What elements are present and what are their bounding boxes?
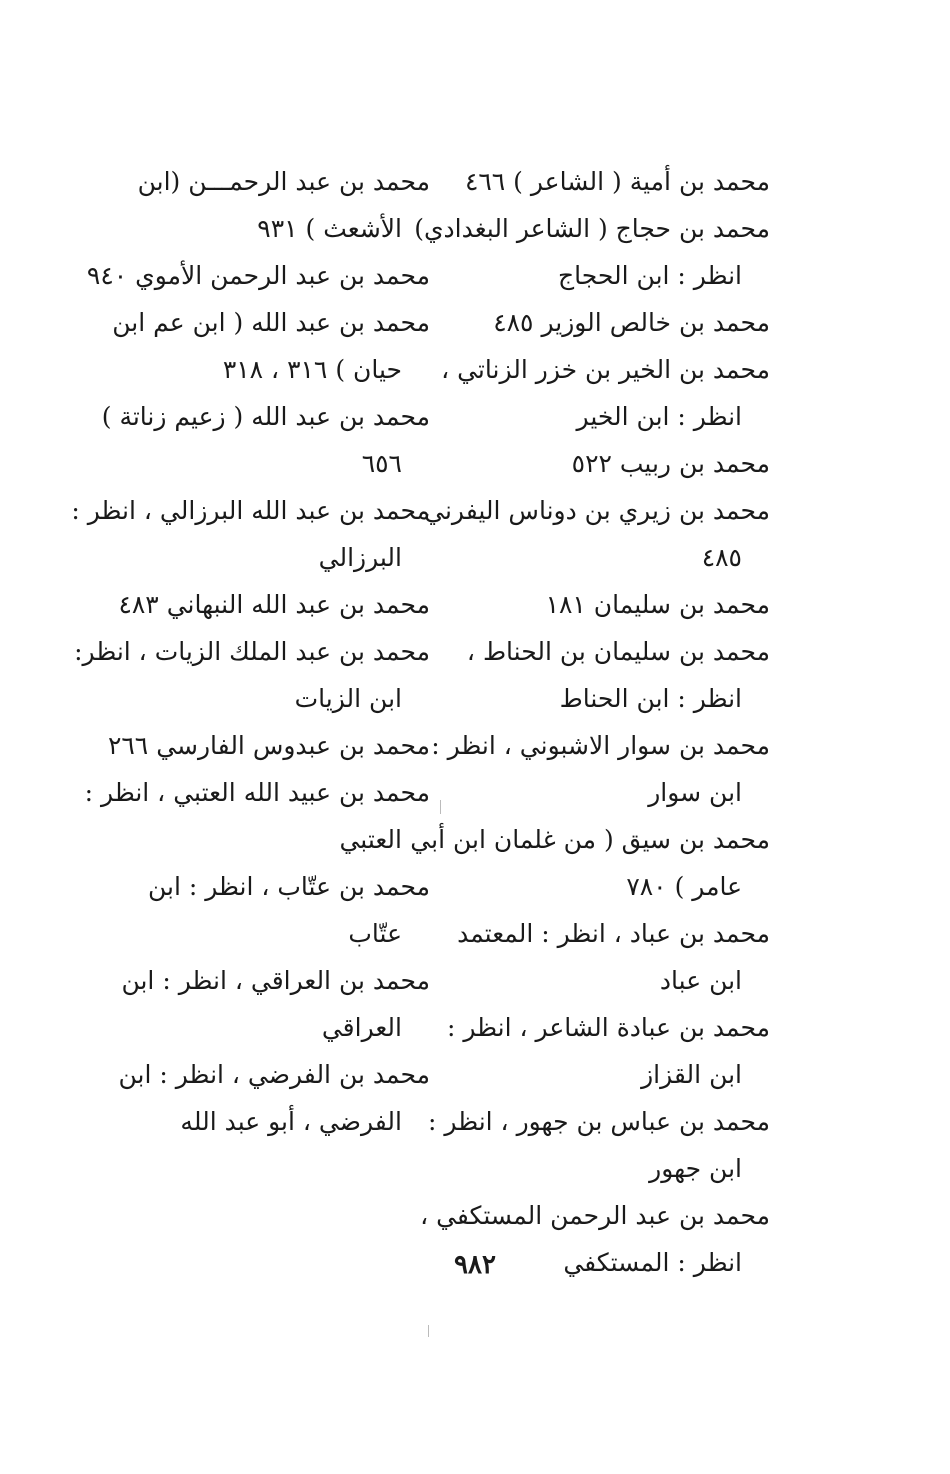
entry-continuation: ابن الزيات bbox=[294, 684, 402, 713]
index-entry bbox=[110, 158, 430, 252]
index-entry bbox=[84, 769, 430, 863]
entry-heading: محمد بن أمية ( الشاعر ) ٤٦٦ bbox=[464, 167, 770, 196]
index-entry bbox=[74, 628, 430, 722]
entry-continuation: البرزالي bbox=[318, 543, 402, 572]
entry-continuation: انظر : المستكفي bbox=[563, 1248, 742, 1277]
index-entry bbox=[441, 346, 770, 440]
entry-continuation: انظر : ابن الحجاج bbox=[558, 261, 742, 290]
entry-heading: محمد بن عباد ، انظر : المعتمد bbox=[457, 919, 770, 948]
entry-continuation: ٤٨٥ bbox=[701, 543, 742, 572]
page-number: ٩٨٢ bbox=[454, 1250, 496, 1280]
entry-continuation: ابن سوار bbox=[648, 778, 742, 807]
index-entry bbox=[110, 581, 430, 628]
entry-heading: محمد بن عبدوس الفارسي ٢٦٦ bbox=[107, 731, 430, 760]
index-entry bbox=[470, 299, 770, 346]
entry-heading: محمد بن عبد الله ( زعيم زناتة ) bbox=[101, 402, 430, 431]
scan-mark bbox=[428, 1325, 429, 1337]
entry-heading: محمد بن عتّاب ، انظر : ابن bbox=[147, 872, 430, 901]
entry-heading: محمد بن الفرضي ، انظر : ابن bbox=[118, 1060, 430, 1089]
index-entry bbox=[110, 957, 430, 1051]
scan-mark bbox=[440, 800, 441, 814]
index-entry bbox=[447, 1004, 770, 1098]
entry-continuation: ابن جهور bbox=[649, 1154, 742, 1183]
entry-heading: محمد بن عبد الرحمـــن (ابن bbox=[137, 167, 430, 196]
index-entry bbox=[457, 910, 770, 1004]
entry-continuation: عامر ) ٧٨٠ bbox=[626, 872, 742, 901]
index-entry bbox=[428, 1098, 770, 1192]
entry-heading: محمد بن عبد الملك الزيات ، انظر: bbox=[74, 637, 430, 666]
entry-heading: محمد بن عبادة الشاعر ، انظر : bbox=[447, 1013, 770, 1042]
index-column-right bbox=[410, 158, 770, 1286]
entry-heading: محمد بن عبد الرحمن الأموي ٩٤٠ bbox=[86, 261, 430, 290]
index-entry bbox=[431, 722, 770, 816]
entry-heading: محمد بن العراقي ، انظر : ابن bbox=[121, 966, 430, 995]
entry-continuation: انظر : ابن الحناط bbox=[559, 684, 742, 713]
entry-heading: محمد بن سليمان بن الحناط ، bbox=[466, 637, 770, 666]
index-entry bbox=[110, 299, 430, 393]
entry-continuation: الفرضي ، أبو عبد الله bbox=[180, 1107, 402, 1136]
entry-heading: محمد بن زيري بن دوناس اليفرني bbox=[424, 496, 770, 525]
entry-continuation: الأشعث ) ٩٣١ bbox=[257, 214, 402, 243]
entry-continuation: عتّاب bbox=[348, 919, 402, 948]
entry-heading: محمد بن عباس بن جهور ، انظر : bbox=[428, 1107, 770, 1136]
entry-heading: محمد بن عبد الله ( ابن عم ابن bbox=[112, 308, 430, 337]
entry-continuation: ابن القزاز bbox=[641, 1060, 742, 1089]
entry-heading: محمد بن سيق ( من غلمان ابن أبي bbox=[410, 825, 770, 854]
entry-continuation: انظر : ابن الخير bbox=[576, 402, 742, 431]
entry-continuation: ابن عباد bbox=[659, 966, 742, 995]
entry-heading: محمد بن عبد الله البرزالي ، انظر : bbox=[71, 496, 430, 525]
entry-heading: محمد بن ربيب ٥٢٢ bbox=[571, 449, 770, 478]
entry-heading: محمد بن سليمان ١٨١ bbox=[545, 590, 770, 619]
index-entry bbox=[101, 393, 430, 487]
entry-continuation: العراقي bbox=[321, 1013, 402, 1042]
entry-heading: محمد بن حجاج ( الشاعر البغدادي) bbox=[414, 214, 770, 243]
index-entry bbox=[410, 816, 770, 910]
index-entry bbox=[466, 628, 770, 722]
entry-heading: محمد بن سوار الاشبوني ، انظر : bbox=[431, 731, 770, 760]
entry-heading: محمد بن الخير بن خزر الزناتي ، bbox=[441, 355, 770, 384]
index-entry bbox=[424, 487, 770, 581]
index-column-left bbox=[71, 158, 430, 1145]
entry-heading: محمد بن عبيد الله العتبي ، انظر : bbox=[84, 778, 430, 807]
entry-continuation: ٦٥٦ bbox=[361, 449, 402, 478]
index-entry bbox=[110, 1051, 430, 1145]
entry-continuation: حيان ) ٣١٦ ، ٣١٨ bbox=[222, 355, 402, 384]
index-entry bbox=[107, 722, 430, 769]
entry-continuation: العتبي bbox=[339, 825, 402, 854]
entry-heading: محمد بن عبد الرحمن المستكفي ، bbox=[420, 1201, 770, 1230]
index-entry bbox=[71, 487, 430, 581]
index-entry bbox=[464, 158, 770, 205]
entry-heading: محمد بن خالص الوزير ٤٨٥ bbox=[493, 308, 770, 337]
index-entry bbox=[414, 205, 770, 299]
index-entry bbox=[86, 252, 430, 299]
index-entry bbox=[470, 581, 770, 628]
index-entry bbox=[470, 440, 770, 487]
entry-heading: محمد بن عبد الله النبهاني ٤٨٣ bbox=[118, 590, 430, 619]
index-entry bbox=[110, 863, 430, 957]
